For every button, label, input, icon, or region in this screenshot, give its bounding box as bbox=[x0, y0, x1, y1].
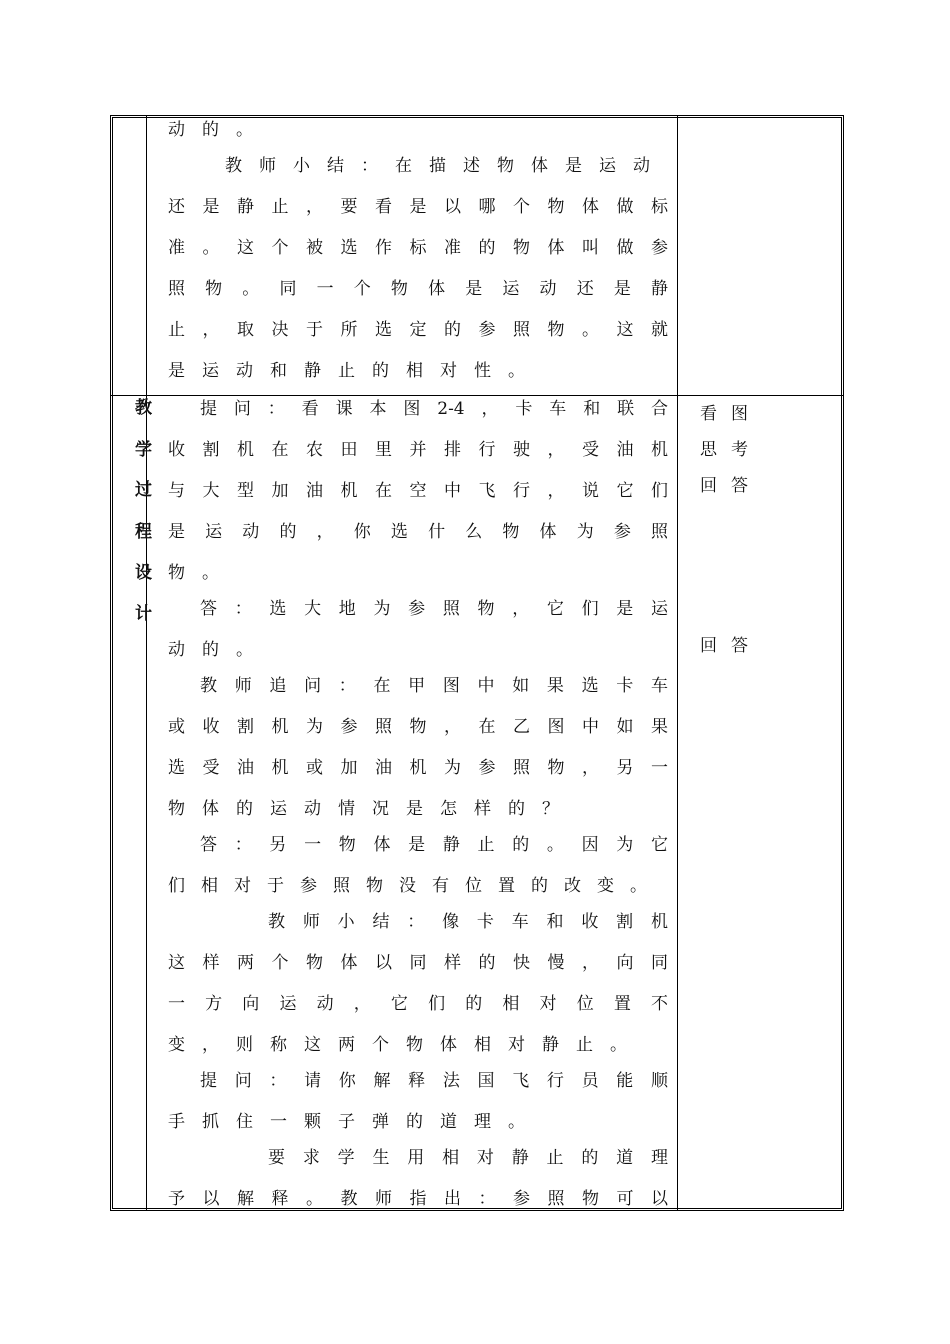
text-line: 教师小结：像卡车和收割机 bbox=[268, 912, 668, 932]
text-line: 教师小结：在描述物体是运动 bbox=[225, 156, 667, 176]
text-line: 是运动的，你选什么物体为参照 bbox=[168, 522, 668, 542]
section-label-char: 计 bbox=[135, 604, 152, 624]
section-label-char: 过 bbox=[135, 480, 152, 500]
text-line: 一方向运动，它们的相对位置不 bbox=[168, 994, 668, 1014]
row-divider bbox=[110, 395, 844, 396]
text-line: 物。 bbox=[168, 563, 236, 583]
text-line: 提问：看课本图2-4，卡车和联合 bbox=[200, 399, 668, 419]
text-line: 们相对于参照物没有位置的改变。 bbox=[168, 876, 663, 896]
student-activity-item: 回答 bbox=[700, 636, 762, 656]
text-line: 动的。 bbox=[168, 120, 270, 140]
text-line: 提问：请你解释法国飞行员能顺 bbox=[200, 1071, 668, 1091]
column-divider-label bbox=[146, 115, 147, 1211]
text-line: 准。这个被选作标准的物体叫做参 bbox=[168, 238, 668, 258]
text-line: 动的。 bbox=[168, 640, 270, 660]
text-line: 物体的运动情况是怎样的？ bbox=[168, 799, 576, 819]
text-line: 选受油机或加油机为参照物，另一 bbox=[168, 758, 668, 778]
student-activity-item: 看图 bbox=[700, 404, 762, 424]
text-line: 止，取决于所选定的参照物。这就 bbox=[168, 320, 668, 340]
text-line: 这样两个物体以同样的快慢，向同 bbox=[168, 953, 668, 973]
column-divider-student bbox=[677, 115, 678, 1211]
text-line: 收割机在农田里并排行驶，受油机 bbox=[168, 440, 668, 460]
text-line: 变，则称这两个物体相对静止。 bbox=[168, 1035, 644, 1055]
text-line: 是运动和静止的相对性。 bbox=[168, 361, 542, 381]
text-line: 与大型加油机在空中飞行，说它们 bbox=[168, 481, 668, 501]
student-activity-item: 回答 bbox=[700, 476, 762, 496]
student-activity-item: 思考 bbox=[700, 440, 762, 460]
text-line: 要求学生用相对静止的道理 bbox=[268, 1148, 668, 1168]
section-label-char: 程 bbox=[135, 522, 152, 542]
text-line: 予以解释。教师指出：参照物可以 bbox=[168, 1189, 668, 1209]
text-line: 手抓住一颗子弹的道理。 bbox=[168, 1112, 542, 1132]
section-label-char: 教 bbox=[135, 398, 152, 418]
text-line: 答：选大地为参照物，它们是运 bbox=[200, 599, 668, 619]
section-label-vertical bbox=[135, 398, 155, 638]
section-label-char: 学 bbox=[135, 440, 152, 460]
text-line: 教师追问：在甲图中如果选卡车 bbox=[200, 676, 668, 696]
text-line: 照物。同一个物体是运动还是静 bbox=[168, 279, 668, 299]
text-line: 或收割机为参照物，在乙图中如果 bbox=[168, 717, 668, 737]
text-line: 还是静止，要看是以哪个物体做标 bbox=[168, 197, 668, 217]
text-line: 答：另一物体是静止的。因为它 bbox=[200, 835, 668, 855]
section-label-char: 设 bbox=[135, 563, 152, 583]
